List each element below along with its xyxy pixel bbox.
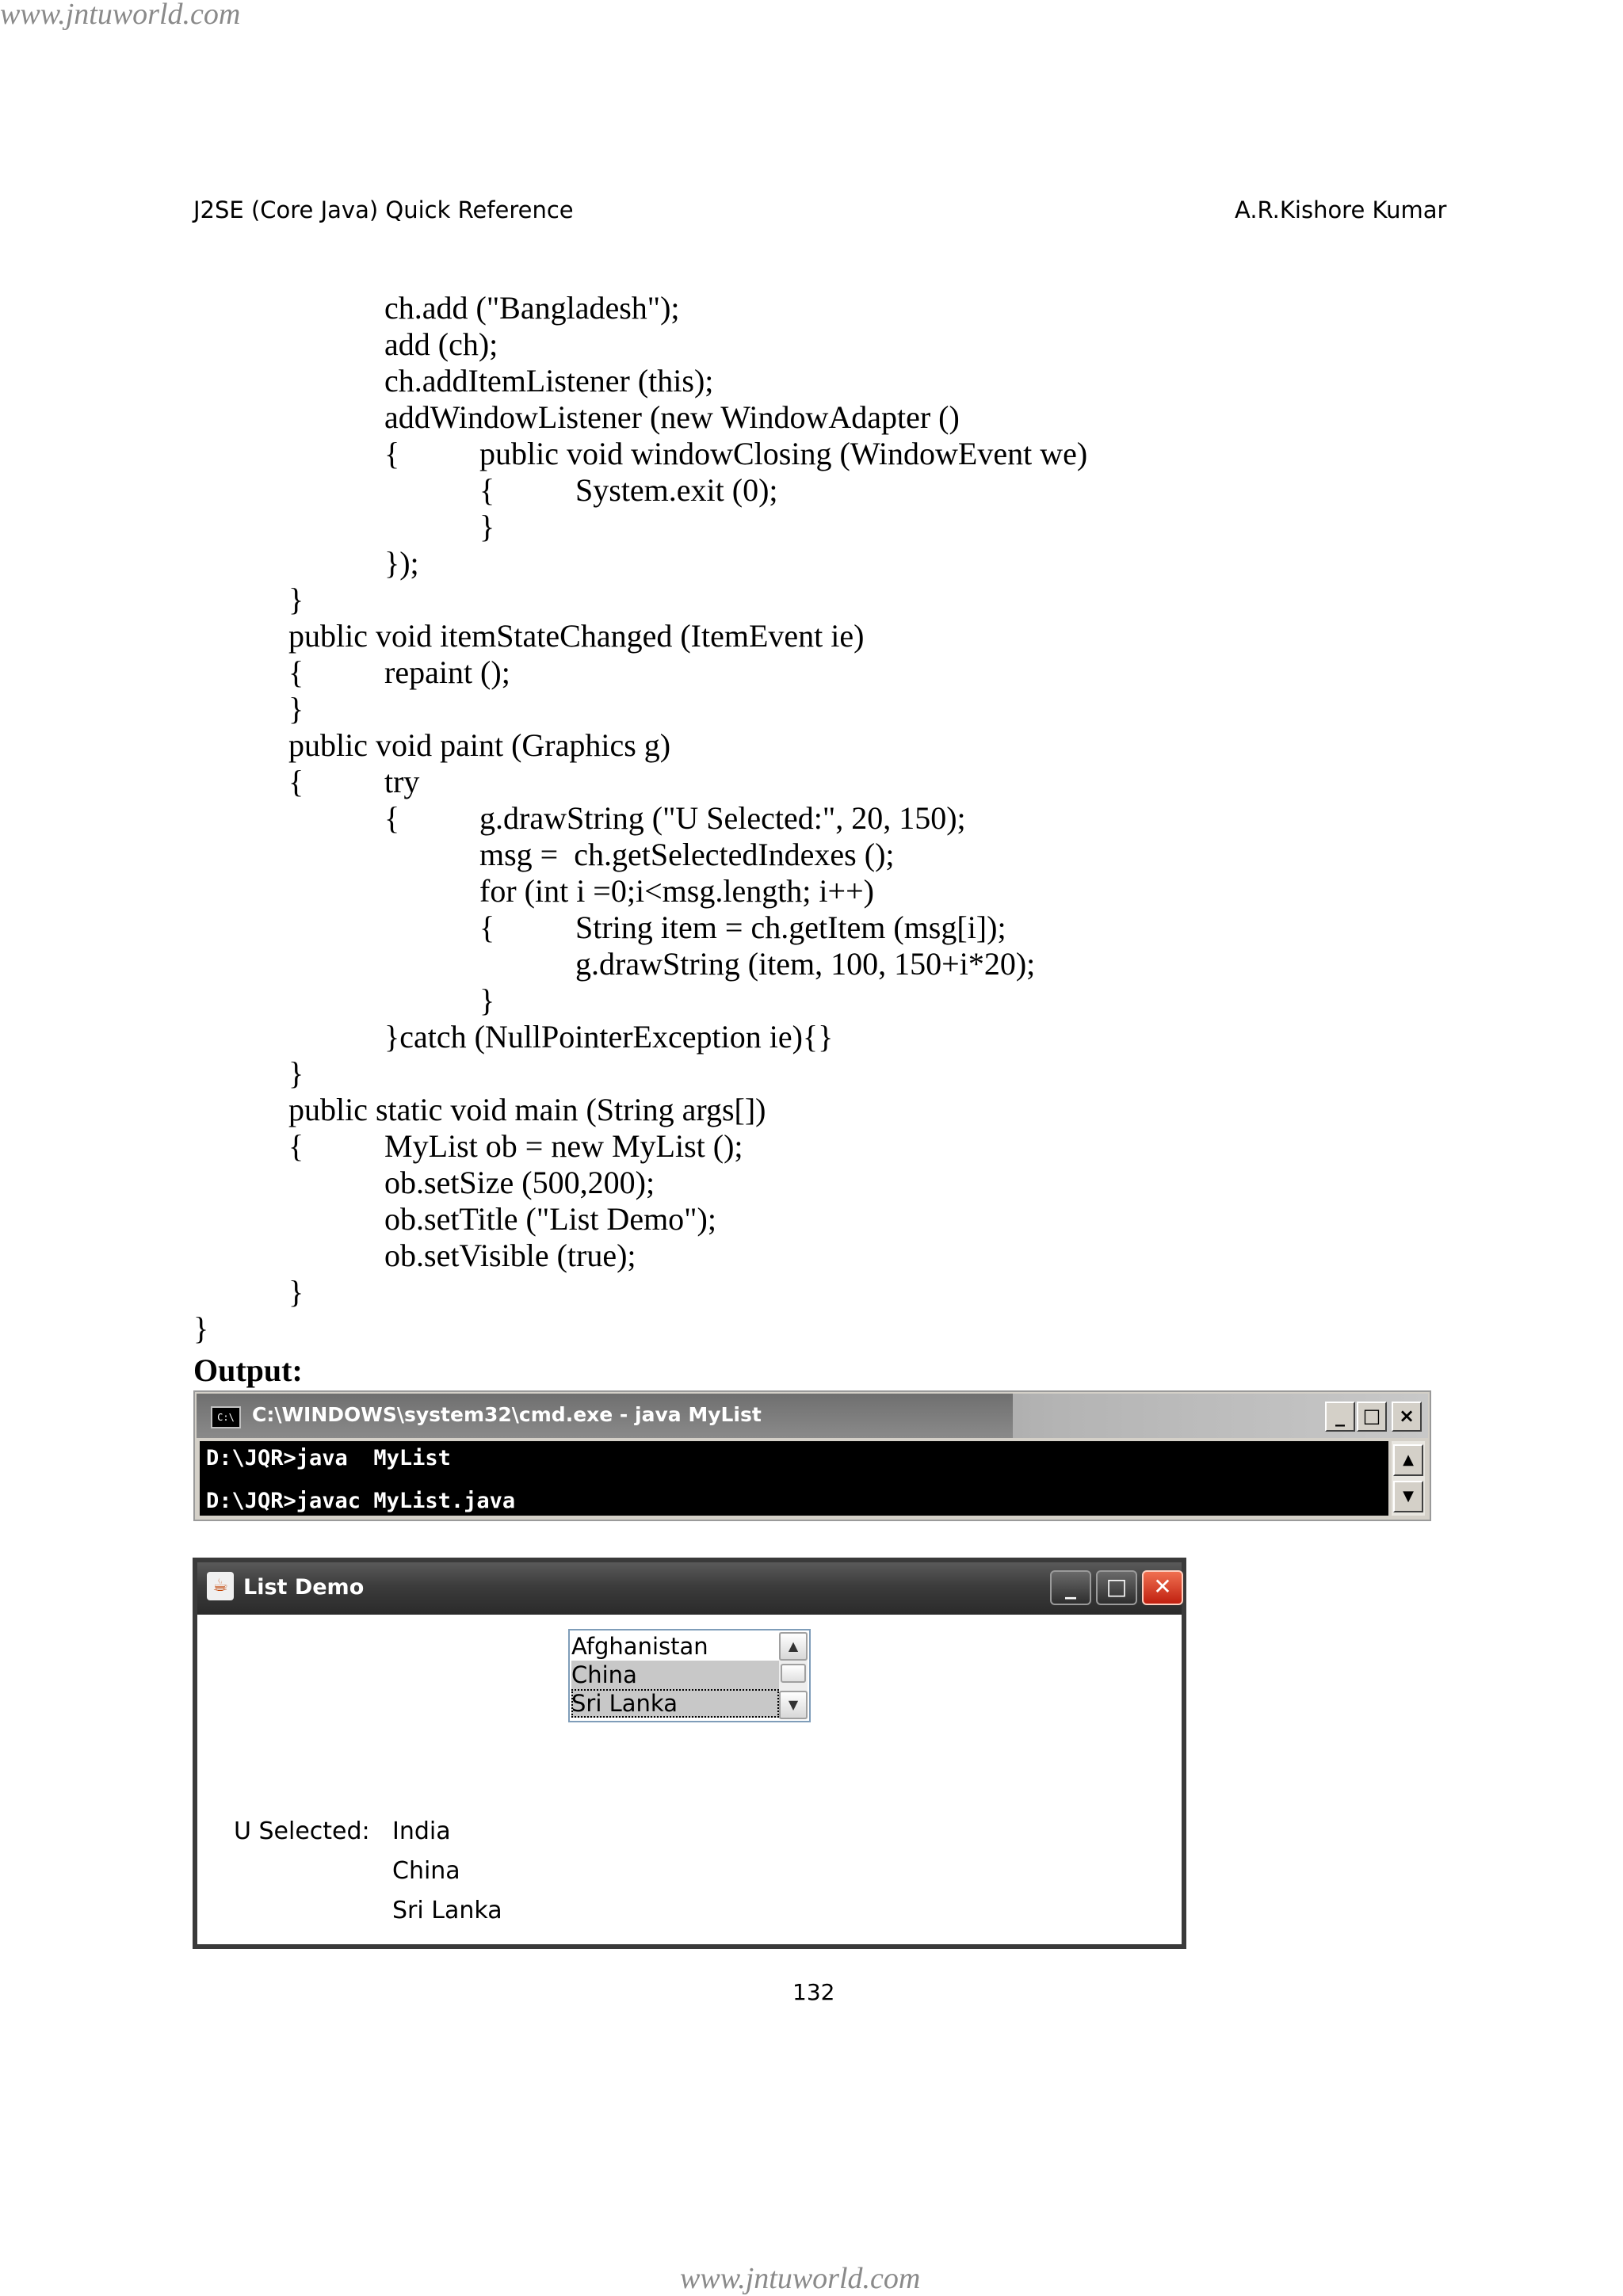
cmd-console[interactable] <box>200 1441 1388 1516</box>
selected-item: India <box>392 1817 451 1845</box>
code-line: } <box>479 509 495 544</box>
code-line: } <box>193 1310 209 1346</box>
chevron-down-icon[interactable]: ▼ <box>779 1691 808 1719</box>
list-demo-titlebar[interactable] <box>197 1562 1182 1615</box>
list-item[interactable]: Sri Lanka <box>571 1689 779 1718</box>
code-line: System.exit (0); <box>575 472 778 508</box>
code-line: { <box>479 910 495 945</box>
code-line: ob.setSize (500,200); <box>384 1165 655 1200</box>
cmd-maximize-button[interactable]: □ <box>1357 1402 1387 1432</box>
code-line: MyList ob = new MyList (); <box>384 1128 743 1164</box>
code-line: } <box>479 982 495 1018</box>
selected-item: China <box>392 1857 460 1885</box>
code-line: { <box>384 436 400 471</box>
chevron-up-icon[interactable]: ▲ <box>779 1632 808 1661</box>
code-line: public void windowClosing (WindowEvent we) <box>479 436 1088 471</box>
code-line: { <box>479 472 495 508</box>
java-cup-icon: ☕ <box>207 1572 234 1600</box>
code-line: addWindowListener (new WindowAdapter () <box>384 399 960 435</box>
code-line: g.drawString (item, 100, 150+i*20); <box>575 946 1036 982</box>
page-number: 132 <box>792 1979 835 2005</box>
code-line: { <box>288 654 304 690</box>
cmd-minimize-button[interactable]: _ <box>1325 1402 1355 1432</box>
code-line: } <box>288 582 304 617</box>
scroll-up-icon[interactable]: ▲ <box>1393 1444 1423 1476</box>
output-label: Output: <box>193 1352 303 1388</box>
scroll-down-icon[interactable]: ▼ <box>1393 1481 1423 1512</box>
code-line: { <box>288 1128 304 1164</box>
header-title: J2SE (Core Java) Quick Reference <box>193 196 574 223</box>
code-line: ob.setTitle ("List Demo"); <box>384 1201 716 1237</box>
code-line: ch.addItemListener (this); <box>384 363 714 399</box>
cmd-titlebar[interactable] <box>197 1394 1428 1438</box>
cmd-output-line: D:\JQR>java MyList <box>206 1446 451 1470</box>
list-item[interactable]: Afghanistan <box>571 1633 708 1660</box>
code-line: String item = ch.getItem (msg[i]); <box>575 910 1006 945</box>
frame-minimize-button[interactable]: _ <box>1050 1570 1091 1605</box>
frame-maximize-button[interactable]: □ <box>1096 1570 1137 1605</box>
code-line: repaint (); <box>384 654 510 690</box>
code-line: }); <box>384 545 419 581</box>
watermark-bottom: www.jntuworld.com <box>680 2262 921 2295</box>
code-line: public void paint (Graphics g) <box>288 727 671 763</box>
code-line: { <box>384 800 400 836</box>
list-scrollbar[interactable] <box>779 1632 808 1719</box>
code-line: ob.setVisible (true); <box>384 1238 636 1273</box>
code-line: add (ch); <box>384 326 498 362</box>
cmd-close-button[interactable]: × <box>1392 1402 1422 1432</box>
code-line: } <box>288 1055 304 1091</box>
code-line: try <box>384 764 420 799</box>
code-line: }catch (NullPointerException ie){} <box>384 1019 834 1055</box>
cmd-icon: C:\ <box>211 1406 241 1428</box>
cmd-title: C:\WINDOWS\system32\cmd.exe - java MyList <box>252 1403 762 1426</box>
watermark-top: www.jntuworld.com <box>0 0 241 31</box>
code-line: public void itemStateChanged (ItemEvent ie) <box>288 618 865 654</box>
selected-label: U Selected: <box>234 1817 370 1845</box>
cmd-scrollbar[interactable] <box>1392 1441 1425 1516</box>
code-line: ch.add ("Bangladesh"); <box>384 290 680 326</box>
code-line: } <box>288 1274 304 1310</box>
code-line: for (int i =0;i<msg.length; i++) <box>479 873 874 909</box>
cmd-window <box>193 1390 1431 1521</box>
code-line: public static void main (String args[]) <box>288 1092 766 1127</box>
scroll-thumb[interactable] <box>781 1664 806 1683</box>
code-line: g.drawString ("U Selected:", 20, 150); <box>479 800 966 836</box>
cmd-output-line: D:\JQR>javac MyList.java <box>206 1489 516 1513</box>
frame-close-button[interactable]: ✕ <box>1142 1570 1183 1605</box>
header-author: A.R.Kishore Kumar <box>1235 196 1447 223</box>
list-demo-title: List Demo <box>243 1575 365 1600</box>
list-demo-window <box>193 1558 1186 1949</box>
list-item[interactable]: China <box>571 1661 779 1689</box>
code-line: } <box>288 691 304 727</box>
code-line: msg = ch.getSelectedIndexes (); <box>479 837 895 872</box>
country-list[interactable] <box>568 1629 811 1722</box>
code-line: { <box>288 764 304 799</box>
selected-item: Sri Lanka <box>392 1897 502 1924</box>
